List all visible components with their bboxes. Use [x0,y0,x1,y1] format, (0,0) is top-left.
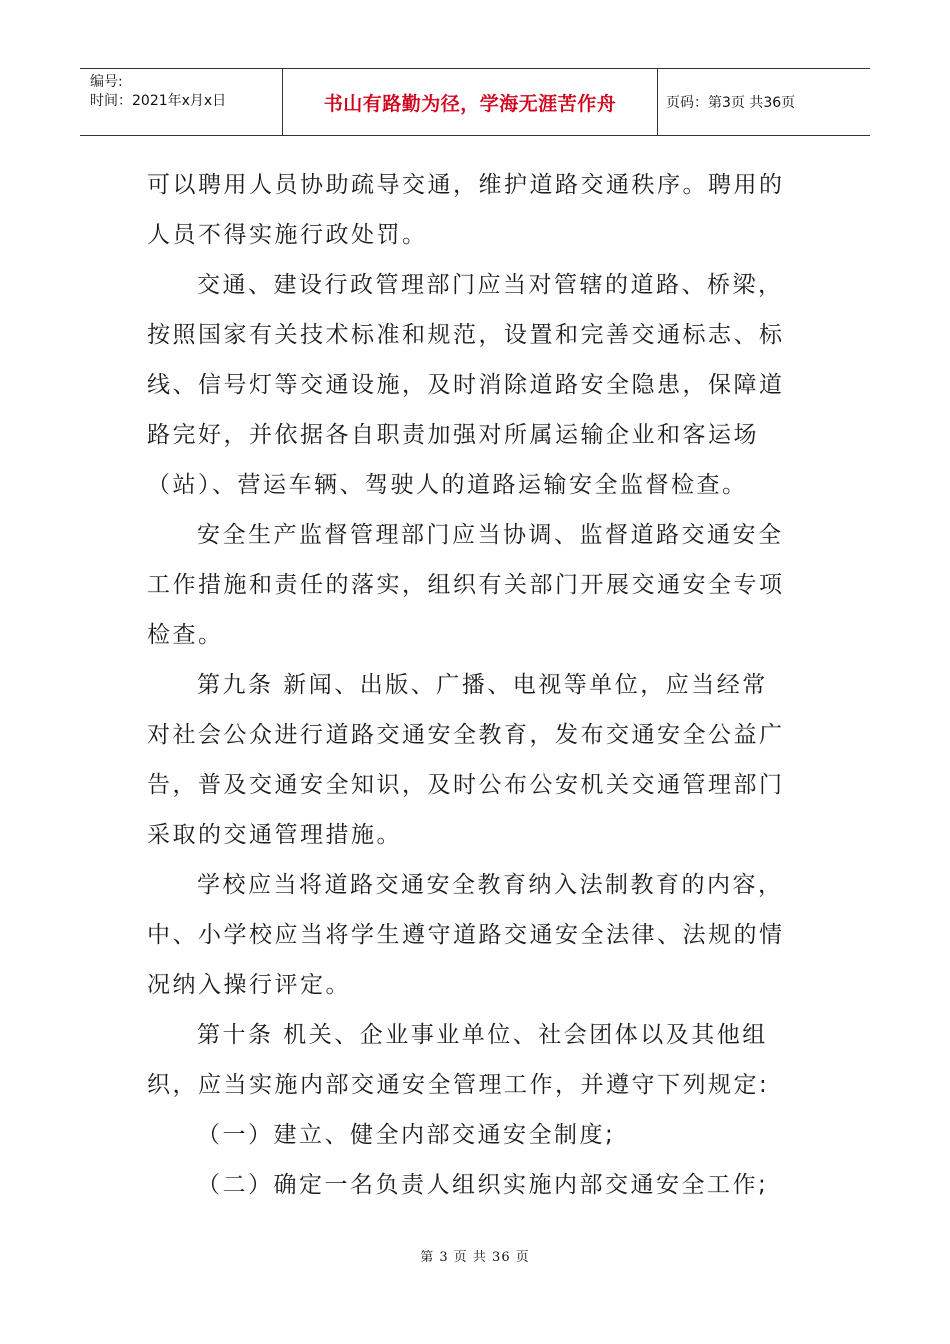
text-line: 检查。 [147,622,224,648]
text-line: 路完好，并依据各自职责加强对所属运输企业和客运场 [147,422,759,448]
header-page-code: 页码：第3页 共36页 [666,95,796,111]
text-line: 工作措施和责任的落实，组织有关部门开展交通安全专项 [147,572,785,598]
text-line: （站）、营运车辆、驾驶人的道路运输安全监督检查。 [147,472,748,498]
text-line: 况纳入操行评定。 [147,972,351,998]
text-line: （二）确定一名负责人组织实施内部交通安全工作; [197,1172,769,1198]
time-label: 时间：2021年x月x日 [90,93,227,109]
text-line: 线、信号灯等交通设施，及时消除道路安全隐患，保障道 [147,372,785,398]
header-motto: 书山有路勤为径，学海无涯苦作舟 [282,69,658,135]
text-line: （一）建立、健全内部交通安全制度; [197,1122,616,1148]
text-line: 织，应当实施内部交通安全管理工作，并遵守下列规定: [147,1072,770,1098]
text-line: 交通、建设行政管理部门应当对管辖的道路、桥梁， [197,272,784,298]
text-line: 采取的交通管理措施。 [147,822,402,848]
header-info [80,69,282,135]
text-line: 可以聘用人员协助疏导交通，维护道路交通秩序。聘用的 [147,172,785,198]
text-line: 对社会公众进行道路交通安全教育，发布交通安全公益广 [147,722,785,748]
text-line: 第九条 新闻、出版、广播、电视等单位，应当经常 [197,672,768,698]
number-label: 编号: [90,74,123,90]
text-line: 学校应当将道路交通安全教育纳入法制教育的内容， [197,872,784,898]
page-footer: 第 3 页 共 36 页 [420,1250,530,1265]
text-line: 人员不得实施行政处罚。 [147,222,428,248]
text-line: 中、小学校应当将学生遵守道路交通安全法律、法规的情 [147,922,785,948]
text-line: 告，普及交通安全知识，及时公布公安机关交通管理部门 [147,772,785,798]
page-header [80,68,870,136]
document-body [147,166,787,1216]
text-line: 第十条 机关、企业事业单位、社会团体以及其他组 [197,1022,768,1048]
text-line: 安全生产监督管理部门应当协调、监督道路交通安全 [197,522,784,548]
text-line: 按照国家有关技术标准和规范，设置和完善交通标志、标 [147,322,785,348]
